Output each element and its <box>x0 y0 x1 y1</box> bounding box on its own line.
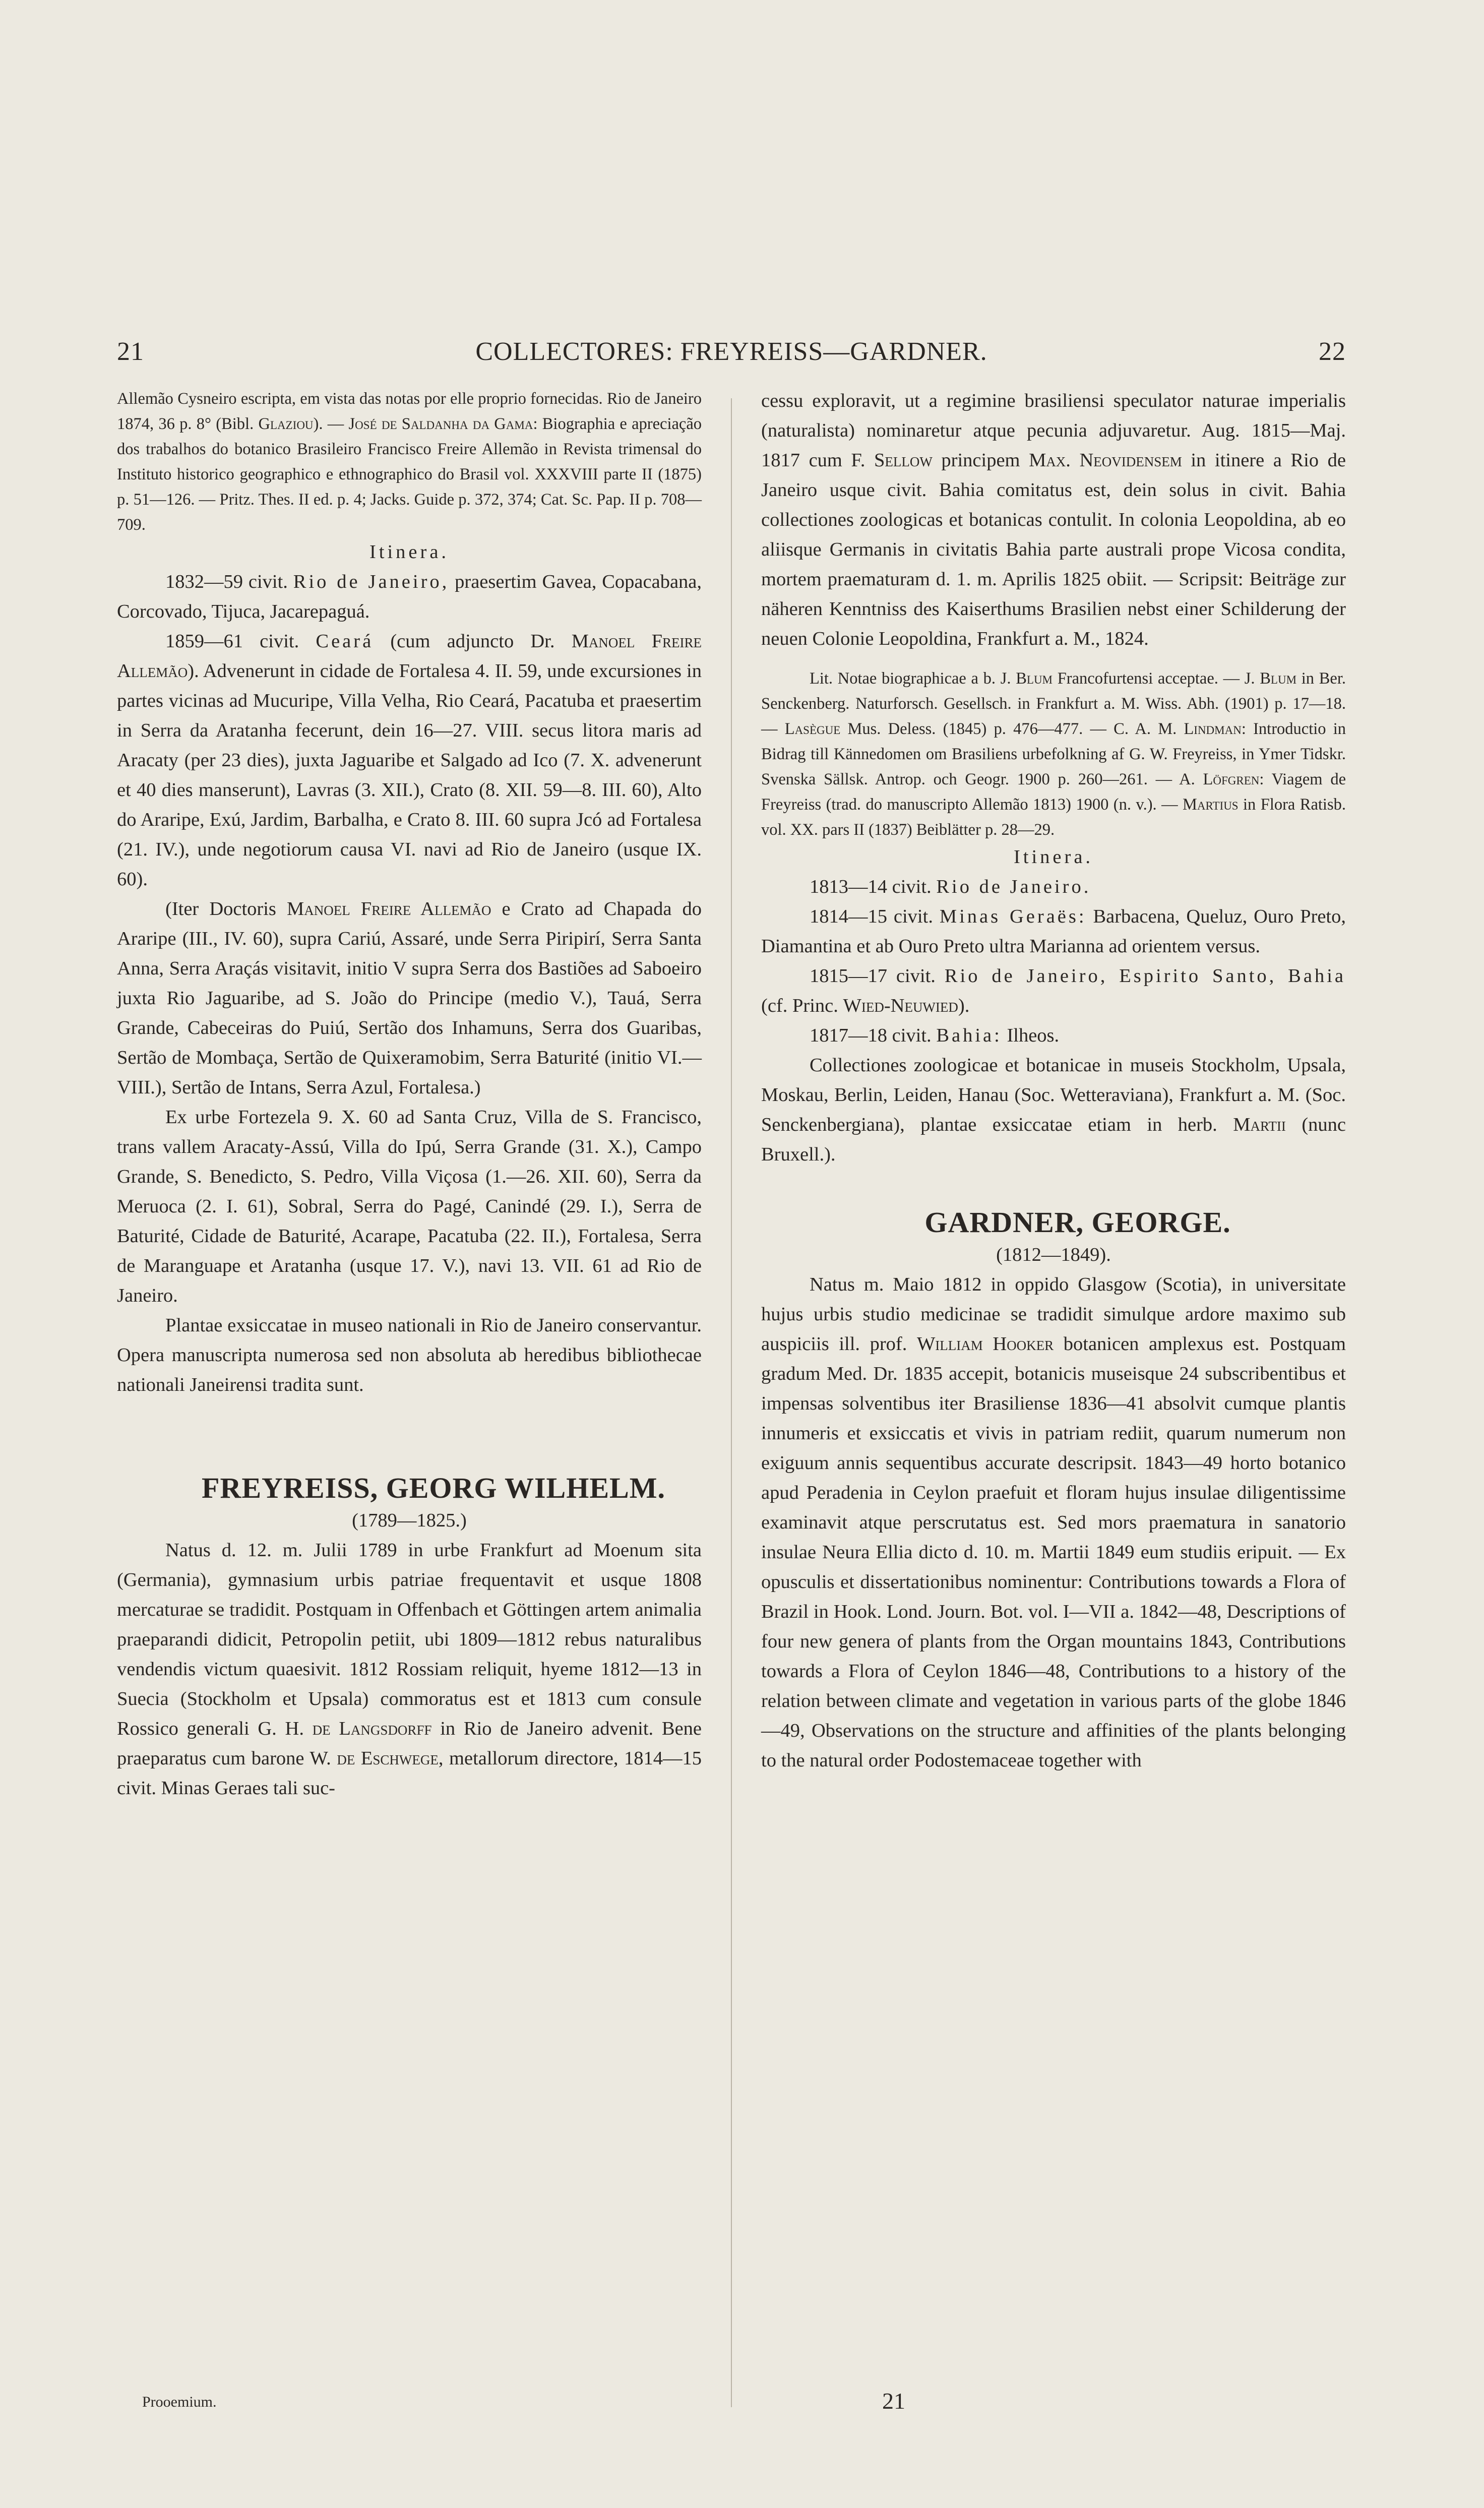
itinera-paragraph: 1859—61 civit. Ceará (cum adjuncto Dr. Manoel Freire Allemão). Advenerunt in cidade de Fortalesa 4. II. 59, unde excursiones in partes vicinas ad Mucuripe, Villa Velha, Rio Ceará, Pacatuba et praesertim in Serra da Aratanha fecerunt, dein 16—27. VIII. secus litora maris ad Aracaty (per 23 dies), juxta Jaguaribe et Salgado ad Ico (7. X. advenerunt et 40 dies manserunt), Lavras (3. XII.), Crato (8. XII. 59—8. III. 60), Alto do Araripe, Exú, Jardim, Barbalha, e Crato 8. III. 60 supra Jcó ad Fortalesa (21. IV.), unde negotiorum causa VI. navi ad Rio de Janeiro (usque IX. 60). <box>117 631 702 890</box>
running-title: COLLECTORES: FREYREISS—GARDNER. <box>475 337 987 366</box>
signature-mark: 21 <box>882 2388 905 2414</box>
freyreiss-heading: FREYREISS, GEORG WILHELM. <box>202 1472 665 1504</box>
freyreiss-biography-cont: cessu exploravit, ut a regimine brasiliensi speculator naturae imperialis (naturalista) nominaretur atque pecunia adjuvaretur. Aug. 1815—Maj. 1817 cum F. Sellow principem Max. Neovidensem in itinere a Rio de Janeiro usque civit. Bahia comitatus est, dein solus in civit. Bahia collectiones zoologicas et botanicas contulit. In colonia Leopoldina, ab eo aliisque Germanis in civitatis Bahia parte australi prope Vicosa condita, mortem praematuram d. 1. m. Aprilis 1825 obiit. — Scripsit: Beiträge zur näheren Kenntniss des Kaiserthums Brasilien nebst einer Schilderung der neuen Colonie Leopoldina, Frankfurt a. M., 1824. <box>761 390 1346 649</box>
itinera-heading-left: Itinera. <box>369 541 450 563</box>
allemao-references <box>117 386 702 537</box>
plantae-paragraph: Plantae exsiccatae in museo nationali in Rio de Janeiro conservantur. Opera manuscripta numerosa sed non absoluta ab heredibus bibliothecae nationali Janeirensi tradita sunt. <box>117 1315 702 1395</box>
footer-note: Prooemium. <box>142 2394 217 2410</box>
running-header <box>117 337 1346 377</box>
gardner-heading: GARDNER, GEORGE. <box>924 1206 1231 1239</box>
itinera-item: 1814—15 civit. Minas Geraës: Barbacena, Queluz, Ouro Preto, Diamantina et ab Ouro Preto ultra Marianna ad orientem versus. <box>761 906 1346 957</box>
gardner-biography: Natus m. Maio 1812 in oppido Glasgow (Scotia), in universitate hujus urbis studio medicinae se tradidit simulque ardore maximo sub auspiciis ill. prof. William Hooker botanicen amplexus est. Postquam gradum Med. Dr. 1835 accepit, botanicis museisque 24 subscribentibus et impensas solventibus iter Brasiliense 1836—41 absolvit cumque plantis innumeris et exsiccatis et vivis in patriam rediit, quarum numerum non exiguum annis sequentibus accurate descripsit. 1843—49 horto botanico apud Peradenia in Ceylon praefuit et floram hujus insulae diligentissime examinavit atque perscrutatus est. Sed mors praematura in sanatorio insulae Neura Ellia dicto d. 10. m. Martii 1849 eum studiis eripuit. — Ex opusculis et dissertationibus nominentur: Contributions towards a Flora of Brazil in Hook. Lond. Journ. Bot. vol. I—VII a. 1842—48, Descriptions of four new genera of plants from the Organ mountains 1843, Contributions towards a Flora of Ceylon 1846—48, Contributions to a history of the relation between climate and vegetation in various parts of the globe 1846—49, Observations on the structure and affinities of the plants belonging to the natural order Podostemaceae together with <box>761 1274 1346 1771</box>
itinera-paragraph: 1832—59 civit. Rio de Janeiro, praesertim Gavea, Copacabana, Corcovado, Tijuca, Jacarepaguá. <box>117 571 702 622</box>
iter-paragraph: (Iter Doctoris Manoel Freire Allemão e Crato ad Chapada do Araripe (III., IV. 60), supra Cariú, Assaré, unde Serra Piripirí, Serra Santa Anna, Serra Araçás visitavit, initio V supra Serra dos Bastiões ad Saboeiro juxta Rio Jaguaribe, ad S. João do Principe (medio V.), Tauá, Serra Grande, Cabeceiras do Puiú, Sertão dos Inhamuns, Serra dos Guaribas, Sertão de Mombaça, Sertão de Quixeramobim, Serra Baturité (initio VI.—VIII.), Sertão de Intans, Serra Azul, Fortalesa.) <box>117 898 702 1098</box>
itinera-heading-right: Itinera. <box>1013 846 1094 868</box>
column-divider <box>731 398 732 2407</box>
freyreiss-biography: Natus d. 12. m. Julii 1789 in urbe Frankfurt ad Moenum sita (Germania), gymnasium urbis patriae frequentavit et usque 1808 mercaturae se tradidit. Postquam in Offenbach et Göttingen artem animalia praeparandi didicit, Petropolin petiit, ubi 1809—1812 rebus naturalibus vendendis victum quaesivit. 1812 Rossiam reliquit, hyeme 1812—13 in Suecia (Stockholm et Upsala) commoratus est et 1813 cum consule Rossico generali G. H. de Langsdorff in Rio de Janeiro advenit. Bene praeparatus cum barone W. de Eschwege, metallorum directore, 1814—15 civit. Minas Geraes tali suc- <box>117 1540 702 1799</box>
reference-paragraph: Allemão Cysneiro escripta, em vista das notas por elle proprio fornecidas. Rio de Janeiro 1874, 36 p. 8° (Bibl. Glaziou). — José de Saldanha da Gama: Biographia e apreciação dos trabalhos do botanico Brasileiro Francisco Freire Allemão in Revista trimensal do Instituto historico geographico e ethnographico do Brasil vol. XXXVIII parte II (1875) p. 51—126. — Pritz. Thes. II ed. p. 4; Jacks. Guide p. 372, 374; Cat. Sc. Pap. II p. 708—709. <box>117 390 702 534</box>
freyreiss-dates: (1789—1825.) <box>352 1510 467 1531</box>
itinera-item: 1817—18 civit. Bahia: Ilheos. <box>810 1025 1060 1046</box>
page-number-left: 21 <box>117 337 144 366</box>
literature-paragraph: Lit. Notae biographicae a b. J. Blum Francofurtensi acceptae. — J. Blum in Ber. Senckenberg. Naturforsch. Gesellsch. in Frankfurt a. M. Wiss. Abh. (1901) p. 17—18. — Lasègue Mus. Deless. (1845) p. 476—477. — C. A. M. Lindman: Introductio in Bidrag till Kännedomen om Brasiliens urbefolkning af G. W. Freyreiss, in Ymer Tidskr. Svenska Sällsk. Antrop. och Geogr. 1900 p. 260—261. — A. Löfgren: Viagem de Freyreiss (trad. do manuscripto Allemão 1813) 1900 (n. v.). — Martius in Flora Ratisb. vol. XX. pars II (1837) Beiblätter p. 28—29. <box>761 669 1346 839</box>
itinera-item: 1813—14 civit. Rio de Janeiro. <box>810 876 1091 897</box>
freyreiss-literature <box>761 666 1346 842</box>
collections-paragraph: Collectiones zoologicae et botanicae in museis Stockholm, Upsala, Moskau, Berlin, Leiden, Hanau (Soc. Wetteraviana), Frankfurt a. M. (Soc. Senckenbergiana), plantae exsiccatae etiam in herb. Martii (nunc Bruxell.). <box>761 1055 1346 1165</box>
right-column <box>761 386 1346 1776</box>
page-number-right: 22 <box>1319 337 1346 366</box>
gardner-dates: (1812—1849). <box>996 1244 1111 1265</box>
ex-urbe-paragraph: Ex urbe Fortezela 9. X. 60 ad Santa Cruz, Villa de S. Francisco, trans vallem Aracaty-Assú, Villa do Ipú, Serra Grande (31. X.), Campo Grande, S. Benedicto, S. Pedro, Villa Viçosa (1.—26. XII. 60), Serra da Meruoca (2. I. 61), Sobral, Serra do Pagé, Canindé (29. I.), Serra de Baturité, Cidade de Baturité, Acarape, Pacatuba (22. II.), Fortalesa, Serra de Maranguape et Aratanha (usque 17. V.), navi 13. VII. 61 ad Rio de Janeiro. <box>117 1107 702 1306</box>
left-column <box>117 386 702 1803</box>
itinera-item: 1815—17 civit. Rio de Janeiro, Espirito Santo, Bahia (cf. Princ. Wied-Neuwied). <box>761 965 1346 1016</box>
